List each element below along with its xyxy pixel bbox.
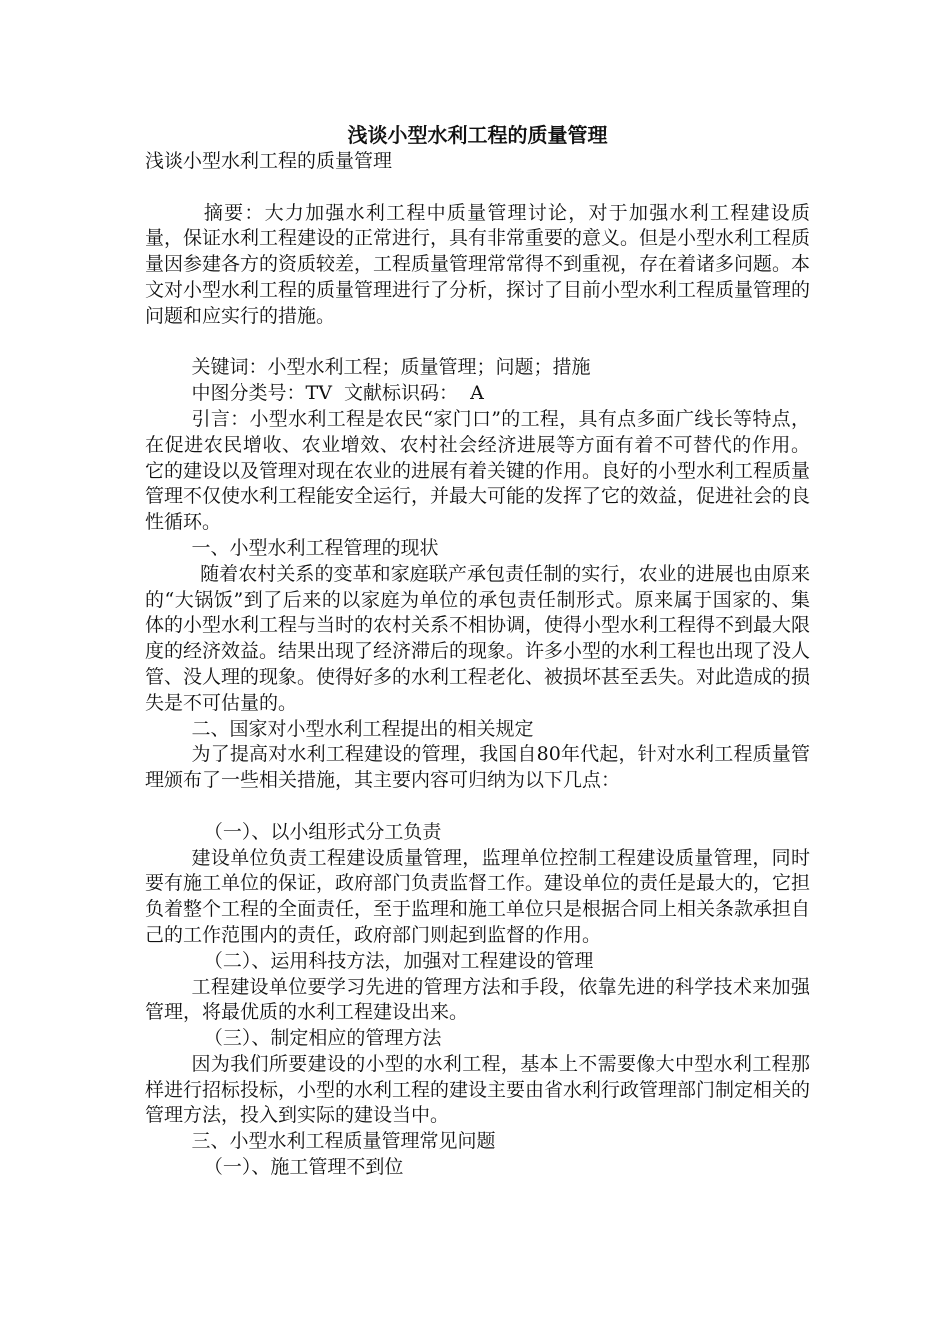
subsection2-heading: （二）、运用科技方法，加强对工程建设的管理 (203, 949, 594, 972)
section3-subsection1-heading: （一）、施工管理不到位 (203, 1156, 404, 1179)
subsection1-paragraph: 建设单位负责工程建设质量管理，监理单位控制工程建设质量管理，同时要有施工单位的保证，政府部门负责监督工作。建设单位的责任是最大的，它担负着整个工程的全面责任，至于监理和施工单位只是根据合同上相关条款承担自己的工作范围内的责任，政府部门则起到监督的作用。 (145, 846, 811, 946)
subsection2-paragraph: 工程建设单位要学习先进的管理方法和手段，依靠先进的科学技术来加强管理，将最优质的水利工程建设出来。 (145, 975, 810, 1024)
subsection3-paragraph: 因为我们所要建设的小型的水利工程，基本上不需要像大中型水利工程那样进行招标投标，小型的水利工程的建设主要由省水利行政管理部门制定相关的管理方法，投入到实际的建设当中。 (145, 1052, 811, 1127)
section2-heading: 二、国家对小型水利工程提出的相关规定 (191, 717, 534, 740)
section3-heading: 三、小型水利工程质量管理常见问题 (191, 1130, 496, 1153)
blank-line (145, 794, 810, 820)
blank-line (145, 330, 810, 356)
document-subtitle: 浅谈小型水利工程的质量管理 (145, 150, 393, 172)
subsection1-heading: （一）、以小组形式分工负责 (203, 820, 442, 843)
subsection3-heading: （三）、制定相应的管理方法 (203, 1027, 442, 1050)
blank-line (145, 175, 810, 201)
introduction-paragraph: 引言：小型水利工程是农民“家门口”的工程，具有点多面广线长等特点，在促进农民增收、农业增效、农村社会经济进展等方面有着不可替代的作用。 它的建设以及管理对现在农业的进展有着关键的作用。良好的小型水利工程质量管理不仅使水利工程能安全运行，并最大可能的发挥了它的效益，促进社会的良性循环。 (145, 407, 811, 534)
section2-paragraph: 为了提高对水利工程建设的管理，我国自80年代起，针对水利工程质量管理颁布了一些相关措施，其主要内容可归纳为以下几点： (145, 743, 810, 792)
classification-line: 中图分类号：TV 文献标识码： A (191, 382, 484, 405)
document-body (145, 122, 810, 1181)
abstract-paragraph: 摘要：大力加强水利工程中质量管理讨论，对于加强水利工程建设质量，保证水利工程建设的正常进行，具有非常重要的意义。但是小型水利工程质量因参建各方的资质较差，工程质量管理常常得不到重视，存在着诸多问题。本文对小型水利工程的质量管理进行了分析，探讨了目前小型水利工程质量管理的问题和应实行的措施。 (145, 201, 811, 327)
section1-heading: 一、小型水利工程管理的现状 (191, 536, 439, 559)
keywords-line: 关键词：小型水利工程；质量管理；问题；措施 (191, 356, 591, 379)
document-title: 浅谈小型水利工程的质量管理 (347, 123, 608, 147)
section1-paragraph: 随着农村关系的变革和家庭联产承包责任制的实行，农业的进展也由原来的“大锅饭”到了后来的以家庭为单位的承包责任制形式。原来属于国家的、集体的小型水利工程与当时的农村关系不相协调，使得小型水利工程得不到最大限度的经济效益。结果出现了经济滞后的现象。许多小型的水利工程也出现了没人管、没人理的现象。使得好多的水利工程老化、被损坏甚至丢失。对此造成的损失是不可估量的。 (145, 562, 811, 714)
